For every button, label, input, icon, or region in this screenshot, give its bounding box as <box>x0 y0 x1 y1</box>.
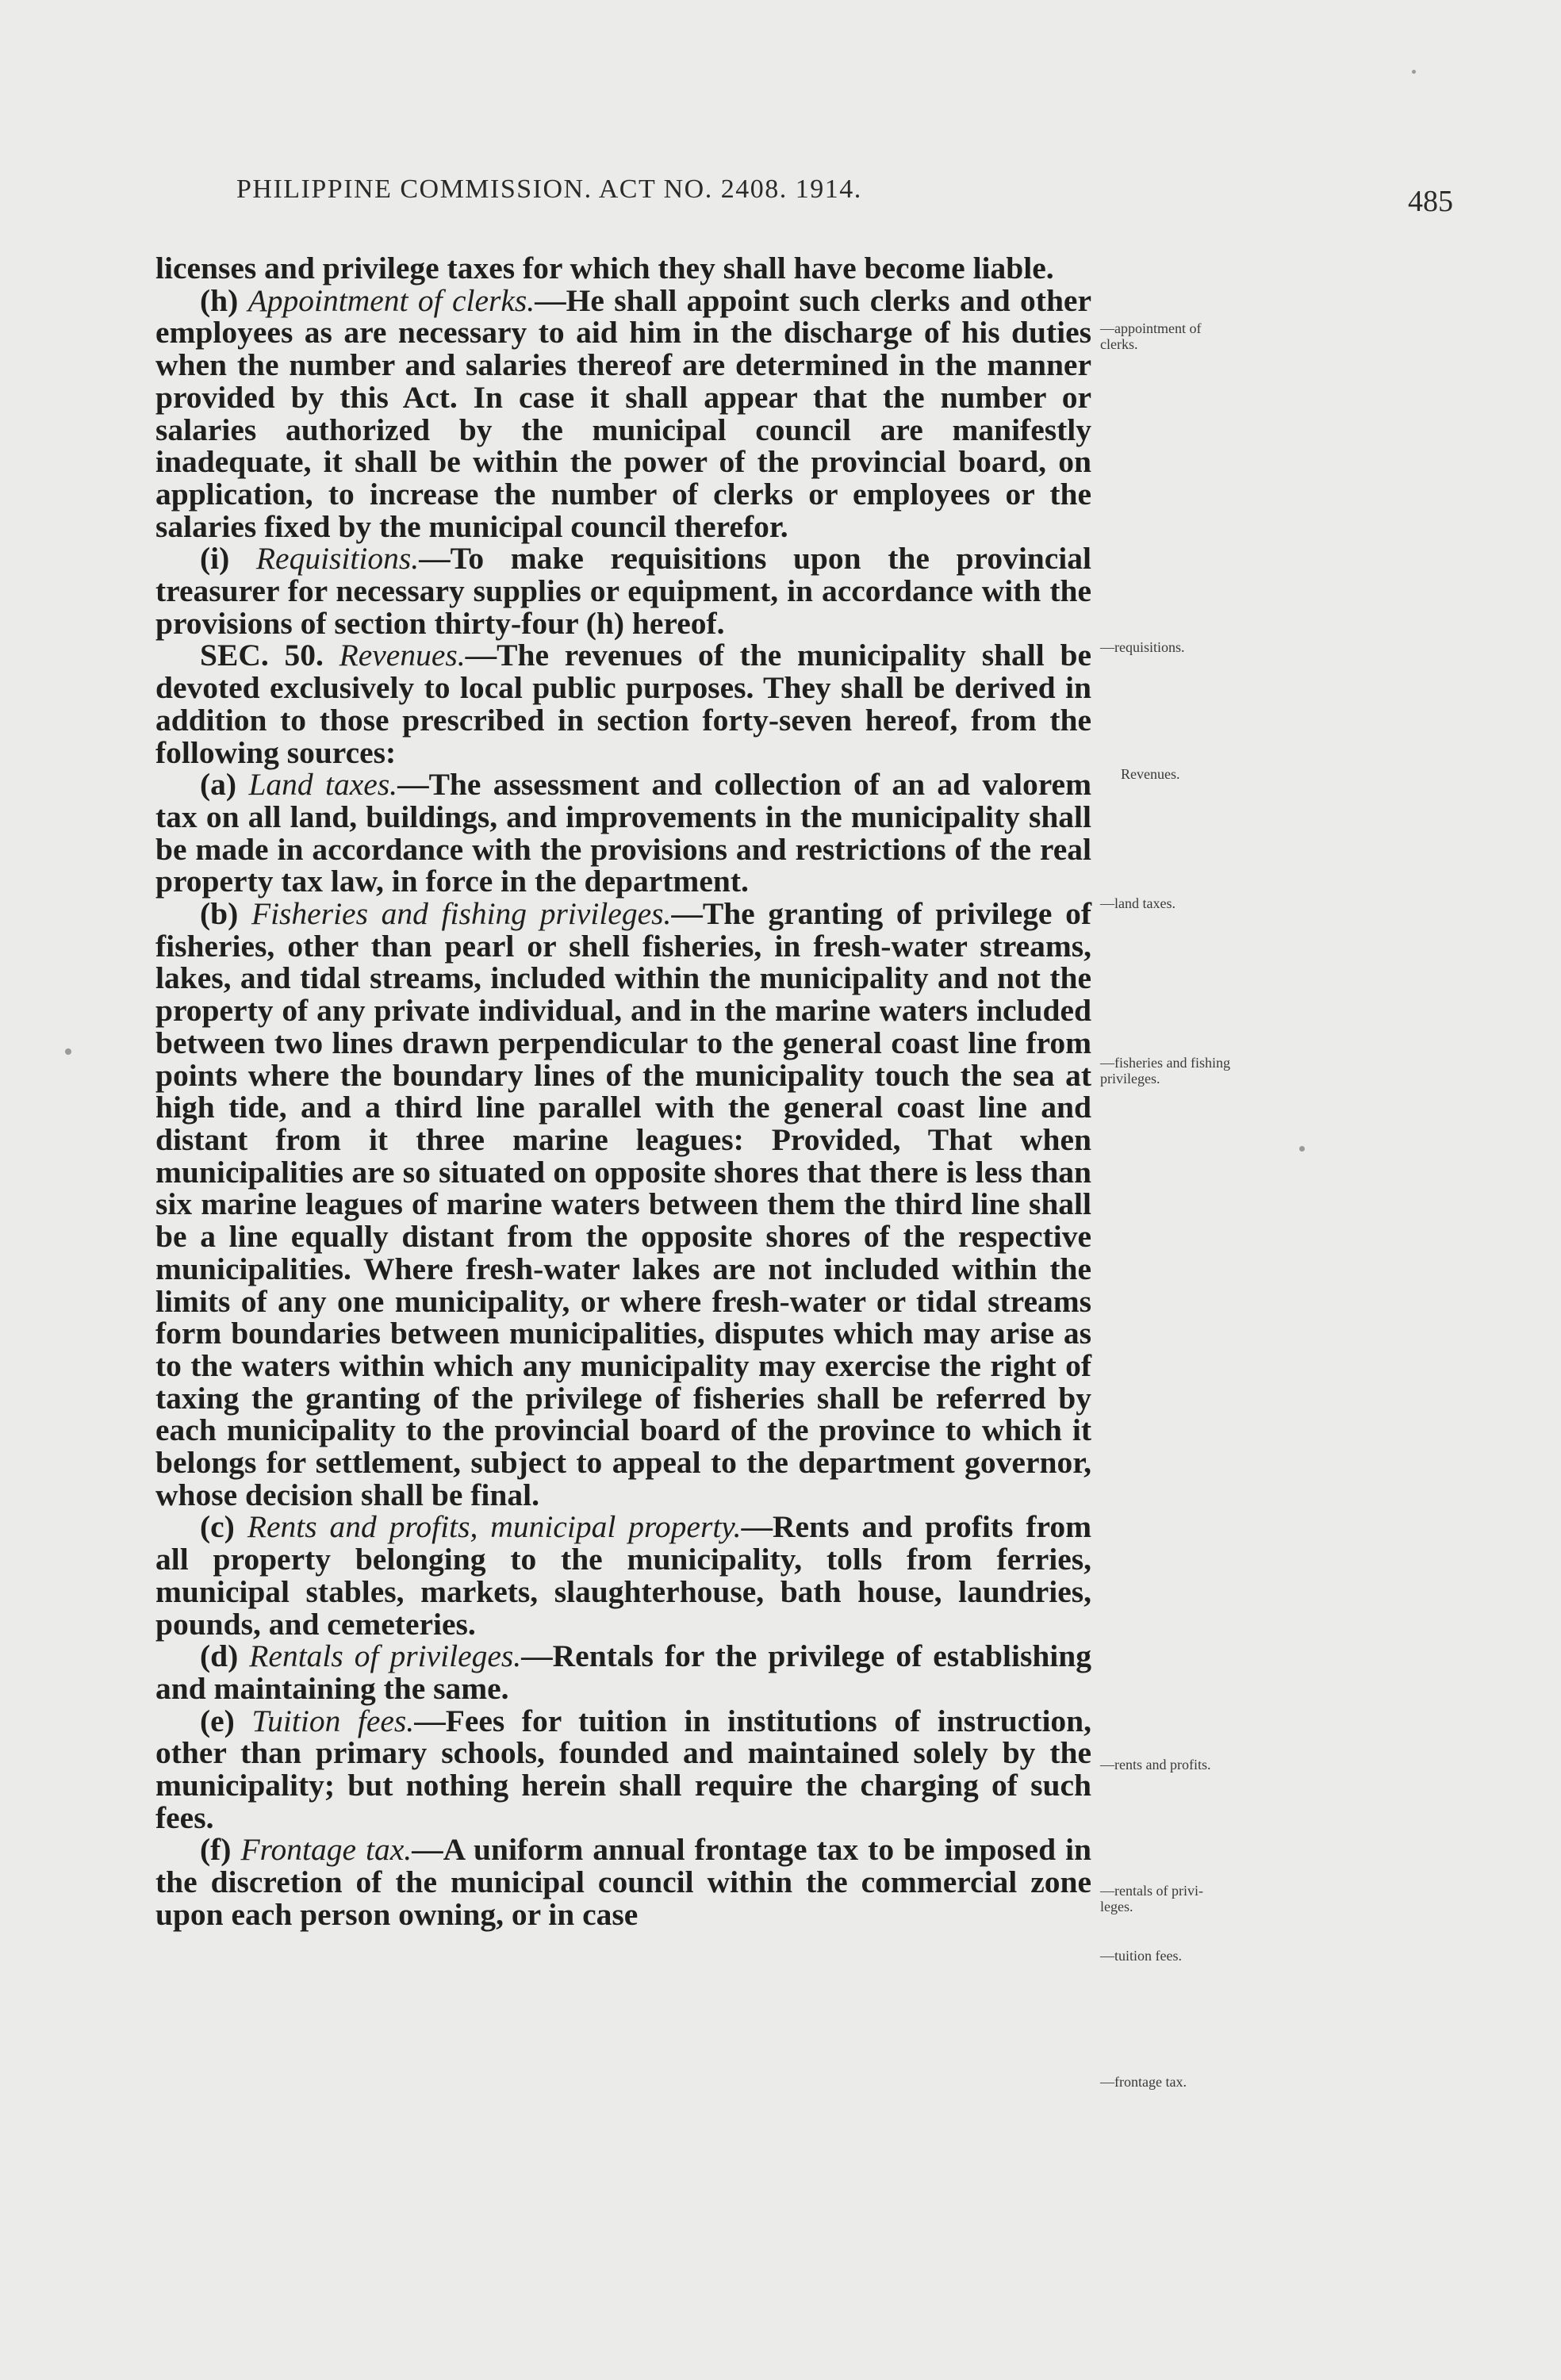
margin-note-line: —rentals of privi- <box>1100 1883 1203 1899</box>
paragraph-lead: (b) <box>200 896 251 932</box>
paragraph-frontage-tax <box>155 1834 1091 1930</box>
paragraph-body: —A uniform annual frontage tax to be imposed in the discretion of the municipal council within the commercial zone upon each person owning, or in case <box>155 1832 1091 1932</box>
paragraph-continuation <box>155 252 1091 285</box>
paragraph-body: —The assessment and collection of an ad valorem tax on all land, buildings, and improvements in the municipality shall be made in accordance with the provisions and restrictions of the real property tax law, in force in the department. <box>155 767 1091 899</box>
paragraph-heading: Land taxes. <box>248 767 398 803</box>
paragraph-heading: Appointment of clerks. <box>247 282 535 318</box>
paragraph-rentals-of-privileges <box>155 1640 1091 1704</box>
paragraph-fisheries <box>155 898 1091 1511</box>
margin-note-line: —requisitions. <box>1100 639 1185 655</box>
paragraph-heading: Fisheries and fishing privileges. <box>251 896 672 932</box>
paragraph-appointment-of-clerks <box>155 282 1091 544</box>
paragraph-tuition-fees <box>155 1705 1091 1834</box>
paragraph-section-50-revenues <box>155 639 1091 768</box>
margin-note-fisheries <box>1100 1055 1230 1087</box>
margin-note-frontage-tax <box>1100 2074 1187 2090</box>
margin-note-line: Revenues. <box>1121 766 1180 782</box>
running-head: PHILIPPINE COMMISSION. ACT NO. 2408. 1914. <box>236 174 862 204</box>
margin-note-line: leges. <box>1100 1899 1133 1914</box>
margin-note-requisitions <box>1100 639 1185 655</box>
margin-note-line: —fisheries and fishing <box>1100 1055 1230 1071</box>
margin-note-rentals-of-privileges <box>1100 1883 1203 1914</box>
paragraph-heading: Requisitions. <box>255 541 420 577</box>
margin-note-rents-and-profits <box>1100 1757 1210 1773</box>
scan-speck <box>1299 1146 1305 1152</box>
margin-note-line: —land taxes. <box>1100 895 1176 911</box>
paragraph-heading: Rents and profits, municipal property. <box>247 1509 742 1545</box>
paragraph-body: —The revenues of the municipality shall be devoted exclusively to local public purposes. They shall be derived in addition to those prescribed in section forty-seven hereof, from the following sources: <box>155 638 1091 770</box>
paragraph-body: —Rentals for the privilege of establishing and maintaining the same. <box>155 1638 1091 1706</box>
page-number: 485 <box>1408 185 1453 218</box>
paragraph-lead: (a) <box>200 767 249 803</box>
paragraph-lead: SEC. 50. <box>200 638 339 673</box>
paragraph-heading: Frontage tax. <box>240 1832 412 1868</box>
paragraph-requisitions <box>155 542 1091 639</box>
paragraph-rents-and-profits <box>155 1511 1091 1640</box>
paragraph-lead: (f) <box>200 1832 241 1868</box>
paragraph-body: —Fees for tuition in institutions of instruction, other than primary schools, founded and maintained solely by the municipality; but nothing herein shall require the charging of such fees. <box>155 1703 1092 1835</box>
margin-note-line: —rents and profits. <box>1100 1757 1211 1773</box>
scan-speck <box>65 1048 71 1055</box>
statute-text <box>155 252 1091 1931</box>
paragraph-body: —To make requisitions upon the provincial treasurer for necessary supplies or equipment, in accordance with the provisions of section thirty-four (h) hereof. <box>155 541 1091 641</box>
scan-speck <box>1412 70 1416 74</box>
paragraph-heading: Rentals of privileges. <box>249 1638 522 1674</box>
paragraph-lead: (h) <box>200 282 248 318</box>
paragraph-heading: Revenues. <box>339 638 466 673</box>
paragraph-lead: (e) <box>200 1703 252 1738</box>
paragraph-body: licenses and privilege taxes for which they shall have become liable. <box>155 251 1054 286</box>
paragraph-body: —He shall appoint such clerks and other employees as are necessary to aid him in the discharge of his duties when the number and salaries thereof are determined in the manner provided by this Act. In case it shall appear that the number or salaries authorized by the municipal council are manifestly inadequate, it shall be within the power of the provincial board, on application, to increase the number of clerks or employees or the salaries fixed by the municipal council therefor. <box>155 282 1091 544</box>
margin-note-line: clerks. <box>1100 336 1138 352</box>
paragraph-lead: (i) <box>200 541 256 577</box>
margin-note-line: privileges. <box>1100 1071 1160 1087</box>
margin-note-revenues <box>1121 766 1179 782</box>
paragraph-heading: Tuition fees. <box>251 1703 415 1738</box>
paragraph-lead: (d) <box>200 1638 250 1674</box>
paragraph-body: —The granting of privilege of fisheries, other than pearl or shell fisheries, in fresh-water streams, lakes, and tidal streams, included within the municipality and not the property of any private individual, and in the marine waters included between two lines drawn perpendicular to the general coast line from points where the boundary lines of the municipality touch the sea at high tide, and a third line parallel with the general coast line and distant from it three marine leagues: Provided, That when municipalities are so situated on opposite shores that there is less than six marine leagues of marine waters between them the third line shall be a line equally distant from the opposite shores of the respective municipalities. Where fresh-water lakes are not included within the limits of any one municipality, or where fresh-water or tidal streams form boundaries between municipalities, disputes which may arise as to the waters within which any municipality may exercise the right of taxing the granting of the privilege of fisheries shall be referred by each municipality to the provincial board of the province to which it belongs for settlement, subject to appeal to the department governor, whose decision shall be final. <box>155 896 1091 1512</box>
margin-note-line: —frontage tax. <box>1100 2074 1187 2090</box>
margin-note-tuition-fees <box>1100 1948 1182 1964</box>
margin-note-land-taxes <box>1100 895 1176 911</box>
paragraph-body: —Rents and profits from all property belonging to the municipality, tolls from ferries, municipal stables, markets, slaughterhouse, bath house, laundries, pounds, and cemeteries. <box>155 1509 1091 1642</box>
margin-note-line: —tuition fees. <box>1100 1948 1182 1964</box>
margin-note-line: —appointment of <box>1100 320 1202 336</box>
paragraph-land-taxes <box>155 768 1091 898</box>
margin-note-appointment-of-clerks <box>1100 320 1201 352</box>
paragraph-lead: (c) <box>200 1509 247 1545</box>
